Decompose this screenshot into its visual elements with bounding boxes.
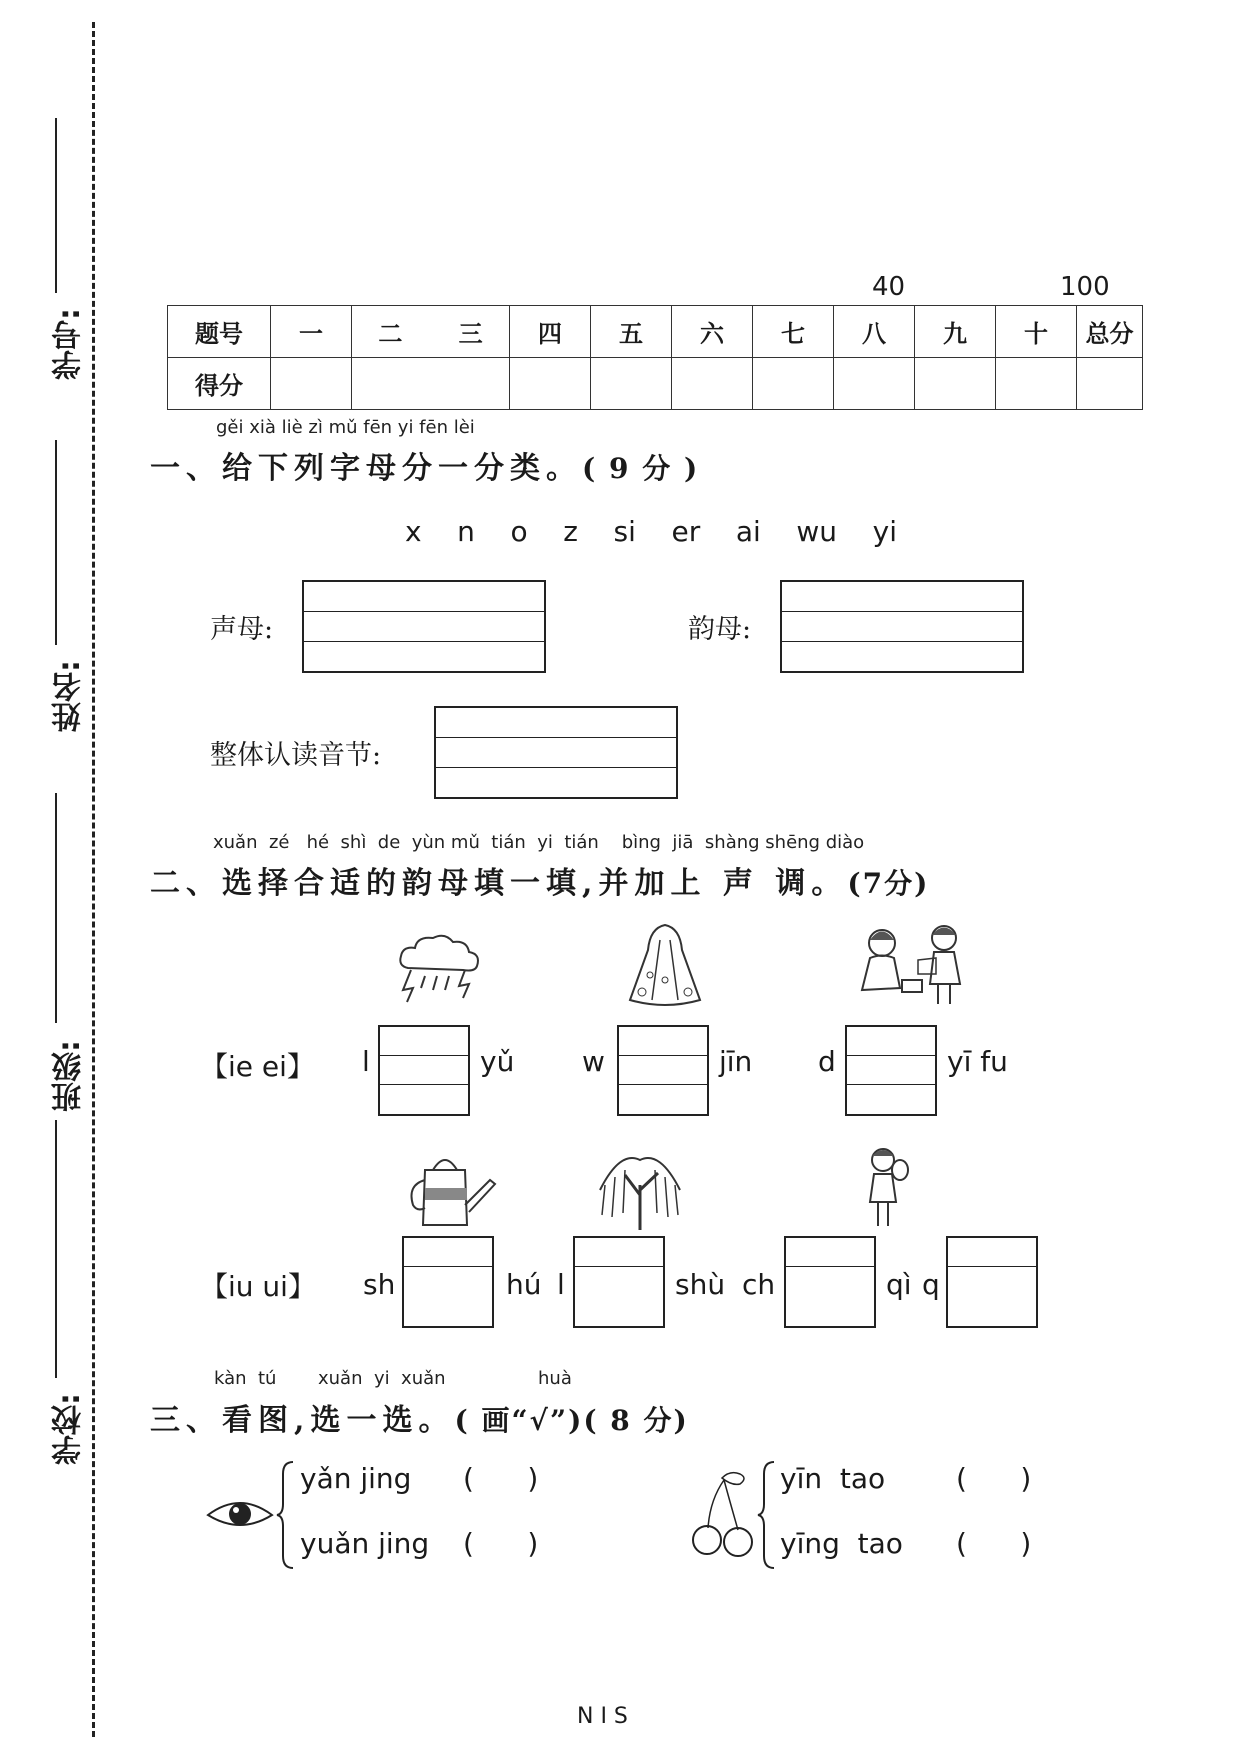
row1-jin: jīn <box>719 1045 753 1078</box>
row1-yu: yǔ <box>480 1045 515 1078</box>
col-2-3 <box>352 306 510 358</box>
section3-score: ( 8 分) <box>583 1404 689 1437</box>
option-yingtao: yīng tao <box>780 1527 903 1560</box>
name-label: 姓名: <box>52 660 87 732</box>
header-label-cell: 题号 <box>168 306 271 358</box>
row1-options: 【ie ei】 <box>200 1050 315 1083</box>
class-label: 班级: <box>52 1040 87 1112</box>
score-table-score-row <box>168 358 1143 410</box>
student-number-label: 学号: <box>52 308 87 380</box>
binding-dashed-line <box>92 22 95 1737</box>
student-number-field[interactable] <box>55 118 57 293</box>
col-4: 四 <box>510 306 591 358</box>
row1-answer-box-2[interactable] <box>617 1025 709 1116</box>
name-field[interactable] <box>55 440 57 645</box>
row1-d: d <box>818 1045 836 1078</box>
section3-title: 三、看图,选一选。 <box>150 1403 455 1438</box>
score-cell[interactable] <box>915 358 996 410</box>
kids-folding-clothes-icon <box>852 918 972 1008</box>
col-total: 总分 <box>1077 306 1143 358</box>
section3-paren: ( 画“√”) <box>454 1404 584 1437</box>
eye-icon <box>205 1495 275 1535</box>
score-cell[interactable] <box>591 358 672 410</box>
row2-options: 【iu ui】 <box>200 1270 316 1303</box>
score-total-all: 100 <box>1060 272 1110 302</box>
section3-pinyin-2: xuǎn yi xuǎn <box>318 1368 446 1389</box>
col-2: 二 <box>378 319 403 348</box>
option-yanjing: yǎn jing <box>300 1462 412 1495</box>
col-10: 十 <box>996 306 1077 358</box>
option-yintao: yīn tao <box>780 1462 886 1495</box>
footer-text: N I S <box>577 1704 628 1729</box>
col-1: 一 <box>271 306 352 358</box>
col-7: 七 <box>753 306 834 358</box>
left-brace <box>275 1460 297 1570</box>
row2-hu: hú <box>506 1268 542 1301</box>
score-total-8: 40 <box>872 272 906 302</box>
willow-tree-icon <box>590 1145 690 1235</box>
col-8: 八 <box>834 306 915 358</box>
girl-balloon-icon <box>858 1140 918 1235</box>
score-cell[interactable] <box>1077 358 1143 410</box>
initials-answer-box[interactable] <box>302 580 546 673</box>
right-brace <box>756 1460 778 1570</box>
initials-label: 声母: <box>210 614 274 645</box>
row1-yifu: yī fu <box>947 1045 1008 1078</box>
row2-shu: shù <box>675 1268 726 1301</box>
answer-blank-yingtao[interactable]: ( ) <box>956 1527 1032 1560</box>
whole-syllable-label: 整体认读音节: <box>210 740 382 771</box>
answer-blank-yuanjing[interactable]: ( ) <box>463 1527 539 1560</box>
section2-score: (7分) <box>847 867 930 900</box>
section2-pinyin: xuǎn zé hé shì de yùn mǔ tián yi tián bìng jiā shàng shēng diào <box>213 832 865 853</box>
row2-answer-box-4[interactable] <box>946 1236 1038 1328</box>
score-cell[interactable] <box>352 358 510 410</box>
answer-blank-yanjing[interactable]: ( ) <box>463 1462 539 1495</box>
score-cell[interactable] <box>996 358 1077 410</box>
score-cell[interactable] <box>834 358 915 410</box>
section1-heading <box>150 443 699 487</box>
score-cell[interactable] <box>271 358 352 410</box>
cloud-rain-icon <box>393 930 483 1005</box>
row2-answer-box-3[interactable] <box>784 1236 876 1328</box>
section1-score: ( 9 分 ) <box>582 452 700 485</box>
watering-can-icon <box>405 1150 500 1230</box>
row2-q: q <box>922 1268 940 1301</box>
score-cell[interactable] <box>672 358 753 410</box>
row1-answer-box-3[interactable] <box>845 1025 937 1116</box>
col-6: 六 <box>672 306 753 358</box>
row2-l: l <box>557 1268 565 1301</box>
answer-blank-yintao[interactable]: ( ) <box>956 1462 1032 1495</box>
finals-answer-box[interactable] <box>780 580 1024 673</box>
row1-w: w <box>582 1045 605 1078</box>
score-table-header-row <box>168 306 1143 358</box>
section1-pinyin: gěi xià liè zì mǔ fēn yi fēn lèi <box>216 417 475 438</box>
row2-ch: ch <box>742 1268 776 1301</box>
finals-label: 韵母: <box>688 614 752 645</box>
whole-syllable-answer-box[interactable] <box>434 706 678 799</box>
row1-l: l <box>362 1045 370 1078</box>
section2-title: 二、选择合适的韵母填一填,并加上 声 调。 <box>150 866 848 901</box>
row2-answer-box-2[interactable] <box>573 1236 665 1328</box>
row2-qi: qì <box>886 1268 912 1301</box>
score-cell[interactable] <box>510 358 591 410</box>
option-yuanjing: yuǎn jing <box>300 1527 430 1560</box>
col-5: 五 <box>591 306 672 358</box>
section3-pinyin-3: huà <box>538 1368 572 1389</box>
row-label-cell: 得分 <box>168 358 271 410</box>
section1-title: 一、给下列字母分一分类。 <box>150 451 582 486</box>
section2-heading <box>150 858 929 902</box>
cherry-icon <box>690 1470 762 1560</box>
score-table <box>167 305 1143 410</box>
score-cell[interactable] <box>753 358 834 410</box>
section1-letters: x n o z si er ai wu yi <box>405 515 897 548</box>
row2-sh: sh <box>363 1268 396 1301</box>
col-3: 三 <box>458 319 483 348</box>
section3-heading <box>150 1395 689 1439</box>
row1-answer-box-1[interactable] <box>378 1025 470 1116</box>
scarf-icon <box>620 920 710 1010</box>
school-label: 学校: <box>52 1393 87 1465</box>
row2-answer-box-1[interactable] <box>402 1236 494 1328</box>
school-field[interactable] <box>55 1120 57 1378</box>
class-field[interactable] <box>55 793 57 1023</box>
section3-pinyin-1: kàn tú <box>214 1368 277 1389</box>
col-9: 九 <box>915 306 996 358</box>
